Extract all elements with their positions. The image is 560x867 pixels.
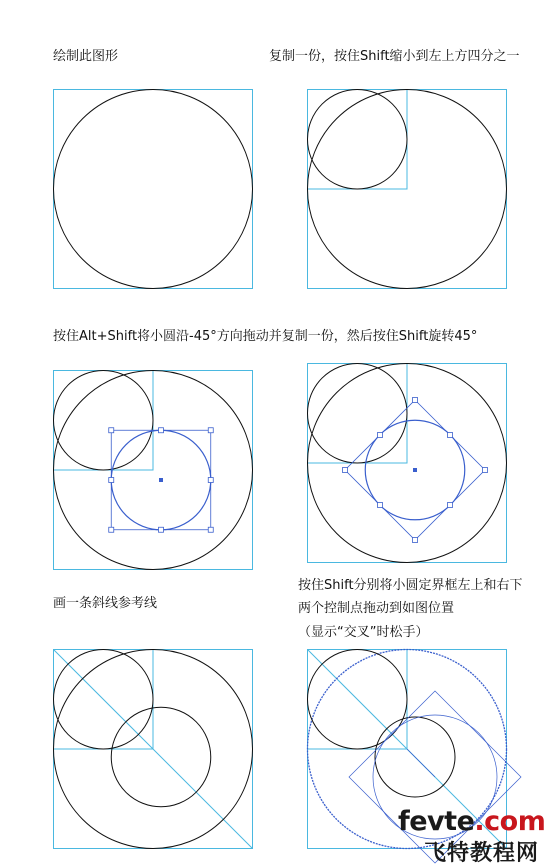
caption-step4: 画一条斜线参考线 [53, 596, 158, 611]
guide-quarter-square [308, 90, 408, 190]
big-circle [54, 90, 253, 289]
diagram-step1 [50, 86, 256, 292]
drag-line [407, 749, 435, 777]
caption-step5-line3: （显示“交叉”时松手） [298, 625, 429, 640]
caption-step3: 按住Alt+Shift将小圆沿-45°方向拖动并复制一份，然后按住Shift旋转45° [53, 329, 478, 344]
guide-quarter-square [54, 371, 154, 471]
caption-step1: 绘制此图形 [53, 49, 119, 64]
guide-square [54, 90, 253, 289]
center-point [413, 468, 417, 472]
small-circle [308, 90, 408, 190]
small-circle [54, 371, 154, 471]
small-circle [308, 364, 408, 464]
diagram-step3a [50, 367, 256, 573]
caption-step5-line2: 两个控制点拖动到如图位置 [298, 601, 455, 616]
diagram-step3b [304, 360, 510, 566]
watermark [398, 806, 558, 866]
center-point [159, 478, 163, 482]
diagram-step2 [304, 86, 510, 292]
caption-step2: 复制一份，按住Shift缩小到左上方四分之一 [269, 49, 520, 64]
caption-step5-line1: 按住Shift分别将小圆定界框左上和右下 [298, 578, 523, 593]
diagram-step4 [50, 646, 256, 852]
watermark-site-name: 飞特教程网 [424, 841, 540, 866]
watermark-domain: fevte.com [398, 806, 546, 837]
